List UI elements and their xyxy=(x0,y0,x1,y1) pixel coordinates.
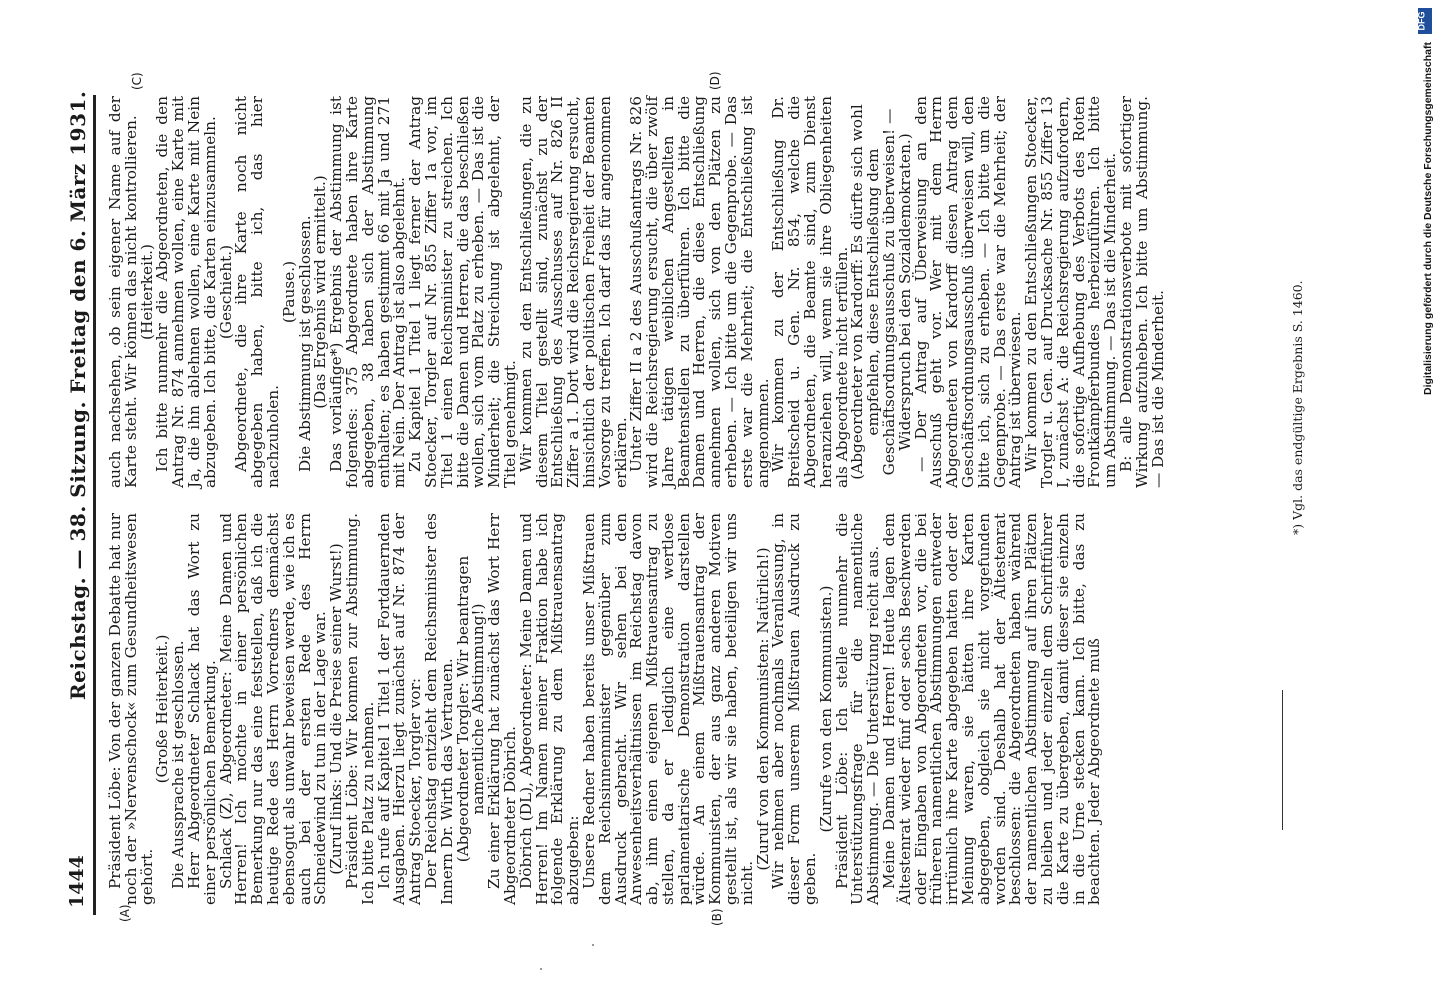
paragraph: Präsident Löbe: Ich stelle nunmehr die Unterstützungsfrage für die namentliche Abstimmung. — Die Unterstützung reicht aus. xyxy=(832,513,883,905)
page-title: Reichstag. — 38. Sitzung. Freitag den 6. März 1931. xyxy=(66,90,90,700)
margin-marker-a: (A) xyxy=(118,904,132,922)
digitization-note: Digitalisierung gefördert durch die Deutsche Forschungsgemeinschaft xyxy=(1422,42,1434,395)
scan-speck xyxy=(540,968,542,970)
paragraph: B: alle Demonstrationsverbote mit sofortiger Wirkung aufzuheben. Ich bitte um Abstimmung. — Das ist die Minderheit. xyxy=(1117,96,1167,488)
paragraph: (Das Ergebnis wird ermittelt.) xyxy=(311,175,330,409)
paragraph: Der Reichstag entzieht dem Reichsminister des Innern Dr. Wirth das Vertrauen. xyxy=(421,513,456,905)
footnote: *) Vgl. das endgültige Ergebnis S. 1460. xyxy=(1290,280,1305,535)
paragraph: Ich rufe auf Kapitel 1 Titel 1 der Fortdauernden Ausgaben. Hierzu liegt zunächst auf Nr. 874 der Antrag Stoecker, Torgler vor: xyxy=(374,513,425,905)
page-number: 1444 xyxy=(66,855,88,908)
paragraph: (Zuruf von den Kommunisten: Natürlich!) xyxy=(753,547,772,871)
paragraph: Zu einer Erklärung hat zunächst das Wort Herr Abgeordneter Döbrich. xyxy=(485,513,519,905)
paragraph: Die Abstimmung ist geschlossen. xyxy=(295,215,314,472)
paragraph: (Heiterkeit.) xyxy=(137,244,156,340)
paragraph: Wir nehmen aber nochmals Veranlassung, in dieser Form unserem Mißtrauen Ausdruck zu geben. xyxy=(769,513,820,905)
paragraph: Schlack (Z), Abgeordneter: Meine Damen und Herren! Ich möchte in einer persönlichen Bemerkung nur das eine feststellen, daß ich die heutige Rede des Herrn Vorredners demnächst ebensogut als unwahr beweisen werde, wie ich es auch bei der ersten Rede des Herrn Schneidewind zu tun in der Lage war. xyxy=(216,513,330,905)
paragraph: Unsere Redner haben bereits unser Mißtrauen dem Reichsinnenminister gegenüber zum Ausdruck gebracht. Wir sehen bei den Anwesenheitsverhältnissen im Reichstag davon ab, ihm einen eigenen Mißtrauensantrag zu stellen, da er lediglich eine wertlose parlamentarische Demonstration darstellen würde. An einem Mißtrauensantrag der Kommunisten, der aus ganz anderen Motiven gestellt ist, als wir sie haben, beteiligen wir uns nicht. xyxy=(579,513,756,905)
paragraph: Wir kommen zu den Entschließungen, die zu diesem Titel gestellt sind, zunächst zu der Entschließung des Ausschusses auf Nr. 826 II Ziffer a 1. Dort wird die Reichsregierung ersucht, hinsichtlich der politischen Freiheit der Beamten Vorsorge zu treffen. Ich darf das für angenommen erklären. xyxy=(516,96,630,488)
paragraph: Die Aussprache ist geschlossen. xyxy=(169,640,188,889)
dfg-logo: DFG xyxy=(1418,8,1432,34)
paragraph: auch nachsehen, ob sein eigener Name auf der Karte steht. Wir können das nicht kontrollieren. xyxy=(106,96,140,488)
paragraph: Präsident Löbe: Von der ganzen Debatte hat nur noch der »Nervenschock« zum Gesundheitswesen gehört. xyxy=(106,512,156,905)
paragraph: Präsident Löbe: Wir kommen zur Abstimmung. Ich bitte Platz zu nehmen. xyxy=(342,513,377,905)
paragraph: (Zurufe von den Kommunisten.) xyxy=(816,585,835,833)
header-rule xyxy=(93,95,96,915)
scan-speck xyxy=(592,944,594,946)
text-column-right xyxy=(108,96,1278,488)
paragraph: Zu Kapitel 1 Titel 1 liegt ferner der Antrag Stoecker, Torgler auf Nr. 855 Ziffer 1a vor, im Titel 1 einen Reichsminister zu streichen. Ich bitte die Damen und Herren, die das beschließen wollen, sich vom Platz zu erheben. — Das ist die Minderheit; die Streichung ist abgelehnt, der Titel genehmigt. xyxy=(406,96,519,488)
paragraph: Abgeordnete, die ihre Karte noch nicht abgegeben haben, bitte ich, das hier nachzuholen. xyxy=(232,96,282,488)
paragraph: Ich bitte nunmehr die Abgeordneten, die den Antrag Nr. 874 annehmen wollen, eine Karte mit Ja, die ihn ablehnen wollen, eine Karte mit Nein abzugeben. Ich bitte, die Karten einzusammeln. xyxy=(153,96,219,488)
paragraph: (Abgeordneter Torgler: Wir beantragen namentliche Abstimmung!) xyxy=(453,555,488,863)
margin-marker-c: (C) xyxy=(130,72,144,90)
margin-marker-b: (B) xyxy=(710,908,724,926)
paragraph: (Große Heiterkeit.) xyxy=(153,634,172,784)
text-column-left xyxy=(108,513,1293,905)
paragraph: (Geschieht.) xyxy=(216,244,235,340)
paragraph: Herr Abgeordneter Schlack hat das Wort zu einer persönlichen Bemerkung. xyxy=(184,513,219,905)
paragraph: (Pause.) xyxy=(279,260,298,324)
paragraph: (Zuruf links: Und die Preise seiner Wurst!) xyxy=(327,543,346,875)
paragraph: (Abgeordneter von Kardorff: Es dürfte sich wohl empfehlen, diese Entschließung dem Geschäftsordnungsausschuß zu überweisen! — Widerspruch bei den Sozialdemokraten.) xyxy=(848,104,914,480)
paragraph: Wir kommen zu den Entschließungen Stoecker, Torgler u. Gen. auf Drucksache Nr. 855 Ziffer 13 I, zunächst A: die Reichsregierung aufzufordern, die sofortige Aufhebung des Verbots des Roten Frontkämpferbundes herbeizuführen. Ich bitte um Abstimmung. — Das ist die Minderheit. xyxy=(1022,96,1120,488)
footnote-rule xyxy=(1282,690,1283,830)
paragraph: Das vorläufige*) Ergebnis der Abstimmung ist folgendes: 375 Abgeordnete haben ihre Karte abgegeben, 38 haben sich der Abstimmung enthalten; es haben gestimmt 66 mit Ja und 271 mit Nein. Der Antrag ist also abgelehnt. xyxy=(327,96,409,488)
paragraph: Meine Damen und Herren! Heute lagen dem Ältestenrat wieder fünf oder sechs Beschwerden oder Eingaben von Abgeordneten vor, die bei früheren namentlichen Abstimmungen entweder irrtümlich ihre Karte abgegeben hatten oder der Meinung waren, sie hätten ihre Karten abgegeben, obgleich sie nicht vorgefunden worden sind. Deshalb hat der Ältestenrat beschlossen: die Abgeordneten haben während der namentlichen Abstimmung auf ihren Plätzen zu bleiben und jeder einzeln dem Schriftführer die Karte zu übergeben, damit dieser sie einzeln in die Urne stecken kann. Ich bitte, das zu beachten. Jeder Abgeordnete muß xyxy=(880,513,1104,905)
paragraph: Wir kommen zu der Entschließung Dr. Breitscheid u. Gen. Nr. 854, welche die Abgeordneten, die Beamte sind, zum Dienst heranziehen will, wenn sie ihre Obliegenheiten als Abgeordnete nicht erfüllen. xyxy=(769,96,851,488)
paragraph: Döbrich (DL), Abgeordneter: Meine Damen und Herren! Im Namen meiner Fraktion habe ich folgende Erklärung zu dem Mißtrauensantrag abzugeben: xyxy=(516,513,583,905)
paragraph: — Der Antrag auf Überweisung an den Ausschuß geht vor. Wer mit dem Herrn Abgeordneten von Kardorff diesen Antrag dem Geschäftsordnungsausschuß überweisen will, den bitte ich, sich zu erheben. — Ich bitte um die Gegenprobe. — Das erste war die Mehrheit; der Antrag ist überwiesen. xyxy=(911,96,1025,488)
paragraph: Unter Ziffer II a 2 des Ausschußantrags Nr. 826 wird die Reichsregierung ersucht, die über zwölf Jahre tätigen weiblichen Angestellten in Beamtenstellen zu überführen. Ich bitte die Damen und Herren, die diese Entschließung annehmen wollen, sich von den Plätzen zu erheben. — Ich bitte um die Gegenprobe. — Das erste war die Mehrheit; die Entschließung ist angenommen. xyxy=(627,96,772,488)
margin-marker-d: (D) xyxy=(708,71,722,90)
